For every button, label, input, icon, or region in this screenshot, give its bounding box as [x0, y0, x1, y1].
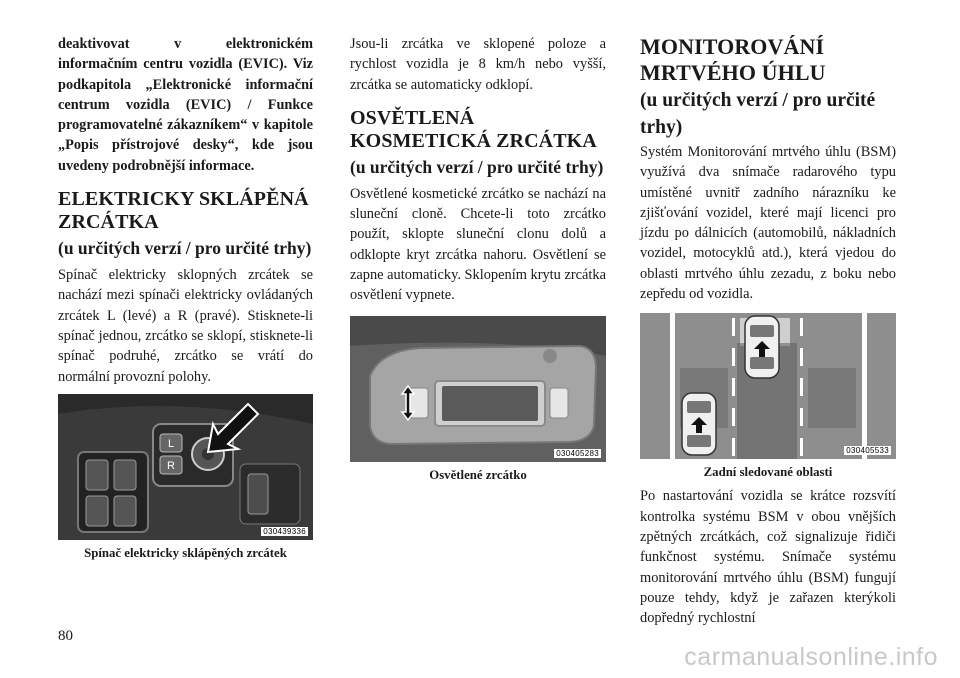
heading-main: MONITOROVÁNÍ MRTVÉHO ÚHLU: [640, 34, 826, 85]
column-right: [640, 34, 896, 628]
vehicle-front: [745, 316, 779, 378]
figure-caption: Osvětlené zrcátko: [429, 467, 527, 482]
heading-sub: (u určitých verzí / pro určité trhy): [58, 238, 312, 259]
figure-vanity-mirror: [350, 316, 606, 462]
figure-code: 030439336: [263, 526, 306, 536]
svg-text:R: R: [167, 459, 175, 472]
body-paragraph: Spínač elektricky sklopných zrcátek se nachází mezi spínači elektricky ovládaných zrcátek L (levé) a R (pravé). Stisknete-li spínač jednou, zrcátko se sklopí, stisknete-li spínač podruhé, zrcátko se vrátí do normální provozní polohy.: [58, 267, 313, 385]
heading-main: OSVĚTLENÁ KOSMETICKÁ ZRCÁTKA: [350, 106, 597, 152]
figure-blind-spot-zones: [640, 313, 896, 459]
vehicle-rear: [682, 393, 716, 455]
heading-sub: (u určitých verzí / pro určité trhy): [640, 90, 876, 138]
page-number: 80: [58, 628, 73, 644]
body-paragraph: Osvětlené kosmetické zrcátko se nachází na sluneční cloně. Chcete-li toto zrcátko použít, sklopte sluneční clonu dolů a odklopte kryt zrcátka nahoru. Osvětlení se zapne automaticky. Sklopením krytu zrcátka osvětlení vypnete.: [350, 185, 607, 304]
figure-code: 030405533: [846, 446, 889, 456]
blind-spot-zones-illustration: [640, 313, 896, 459]
heading-sub: (u určitých verzí / pro určité trhy): [350, 156, 604, 177]
intro-paragraph: deaktivovat v elektronickém informačním centru vozidla (EVIC). Viz podkapitola „Elektronické informační centrum vozidla (EVIC) / Funkce programovatelné zákazníkem“ v kapitole „Popis přístrojové desky“, kde jsou uvedeny podrobnější informace.: [58, 36, 313, 174]
watermark: carmanualsonline.info: [684, 643, 938, 671]
figure-code: 030405283: [556, 448, 599, 458]
section-heading-blind-spot: [640, 34, 896, 140]
section-heading-folding-mirrors: [58, 188, 313, 261]
column-left: [58, 34, 313, 561]
column-middle: [350, 34, 606, 483]
intro-paragraph: Jsou-li zrcátka ve sklopené poloze a rychlost vozidla je 8 km/h nebo vyšší, zrcátka se automaticky odklopí.: [350, 36, 606, 93]
heading-main: ELEKTRICKY SKLÁPĚNÁ ZRCÁTKA: [58, 188, 309, 234]
figure-mirror-switch: [58, 394, 313, 540]
figure-caption: Spínač elektricky sklápěných zrcátek: [84, 545, 287, 560]
body-paragraph-2: Po nastartování vozidla se krátce rozsvítí kontrolka systému BSM v obou vnějších zpětných zrcátkách, což signalizuje řidiči funkčnost systému. Snímače systému monitorování mrtvého úhlu (BSM) fungují pouze tehdy, když je zařazen kterýkoli dopředný rychlostní: [640, 488, 896, 627]
vanity-mirror-illustration: [350, 316, 606, 462]
svg-text:L: L: [167, 437, 175, 450]
body-paragraph: Systém Monitorování mrtvého úhlu (BSM) využívá dva snímače radarového typu umístěné uvnitř zadního nárazníku ke zjišťování vozidel, které mají licenci pro jízdu po dálnicích (automobilů, nákladních vozidel, motocyklů atd.), která vjedou do oblasti mrtvého úhlu zezadu, z boku nebo zepředu od vozidla.: [640, 144, 896, 303]
section-heading-vanity-mirrors: [350, 107, 606, 180]
figure-caption: Zadní sledované oblasti: [703, 465, 833, 480]
mirror-switch-illustration: [58, 394, 313, 540]
